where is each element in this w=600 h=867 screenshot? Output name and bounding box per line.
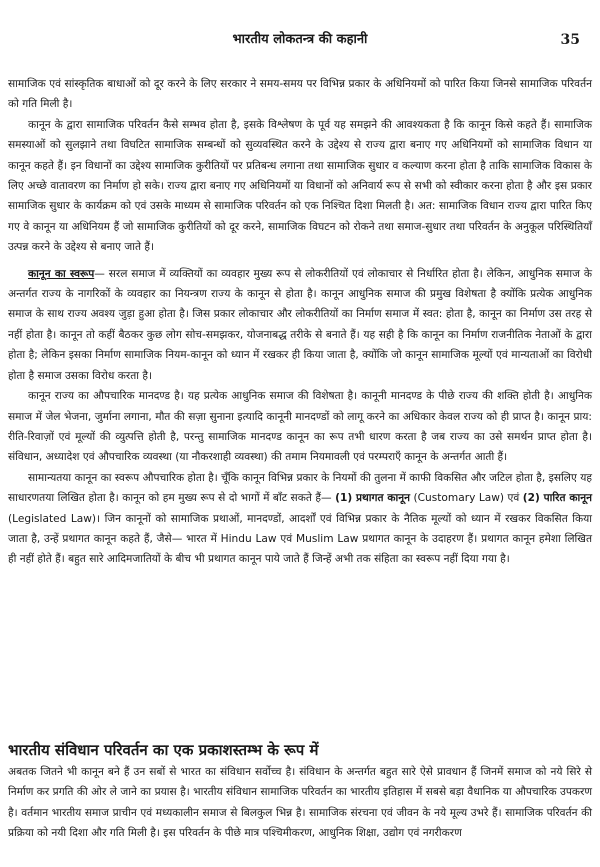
paragraph-3-heading: कानून का स्वरूप [28, 267, 95, 280]
paragraph-3-text: — सरल समाज में व्यक्तियों का व्यवहार मुख्य रूप से लोकरीतियों एवं लोकाचार से निर्धारित होता है। लेकिन, आधुनिक समाज के अन्तर्गत राज्य के नागरिकों के व्यवहार का नियन्त्रण राज्य के कानून से होता है। कानून आधुनिक समाज की प्रमुख विशेषता है क्योंकि प्रत्येक आधुनिक समाज के साथ राज्य अवश्य जुड़ा हुआ होता है। जिस प्रकार लोकाचार और लोकरीतियों का निर्माण समाज में स्वत: होता है, कानून का निर्माण उस तरह से नहीं होता है। कानून तो कहीं बैठकर कुछ लोग सोच-समझकर, योजनाबद्ध तरीके से बनाते हैं। यह सही है कि कानून का निर्माण राजनीतिक नेताओं के द्वारा होता है; लेकिन इसका निर्माण सामाजिक नियम-कानून को ध्यान में रखकर ही किया जाता है, क्योंकि जो कानून सामाजिक मूल्यों एवं मान्यताओं का विरोधी होता है समाज उसका विरोध करता है। [8, 267, 593, 382]
customary-law-english: (Customary Law) एवं [410, 492, 523, 505]
paragraph-1: सामाजिक एवं सांस्कृतिक बाधाओं को दूर करने के लिए सरकार ने समय-समय पर विभिन्न प्रकार के अधिनियमों को पारित किया जिनसे सामाजिक परिवर्तन को गति मिली है। [8, 78, 592, 111]
customary-law-label: (1) प्रथागत कानून [335, 492, 410, 505]
legislated-law-english: (Legislated Law)। [8, 512, 105, 525]
paragraph-4: कानून राज्य का औपचारिक मानदण्ड है। यह प्रत्येक आधुनिक समाज की विशेषता है। कानूनी मानदण्ड के पीछे राज्य की शक्ति होती है। आधुनिक समाज में जेल भेजना, जुर्माना लगाना, मौत की सज़ा सुनाना इत्यादि कानूनी मानदण्डों को लागू करने का अधिकार केवल राज्य को ही प्राप्त है। कानून प्राय: रीति-रिवाज़ों एवं मूल्यों की व्युत्पत्ति होती है, परन्तु सामाजिक मानदण्ड कानून का रूप तभी धारण करता है जब राज्य का उसे समर्थन प्राप्त होता है। संविधान, अध्यादेश एवं औपचारिक व्यवस्था (या नौकरशाही व्यवस्था) की तमाम नियमावली एवं परम्पराएँ कानून के अन्तर्गत आती हैं। [8, 390, 592, 464]
paragraph-5 [8, 468, 592, 570]
paragraph-5-part2: जिन कानूनों को सामाजिक प्रथाओं, मानदण्डों, आदर्शों एवं विभिन्न प्रकार के नैतिक मूल्यों को ध्यान में रखकर विकसित किया जाता है, उन्हें प्रथागत कानून कहते हैं, जैसे— भारत में Hindu Law एवं Muslim Law प्रथागत कानून के उदाहरण हैं। प्रथागत कानून हमेशा लिखित ही नहीं होते हैं। बहुत सारे आदिमजातियों के बीच भी प्रथागत कानून पाये जाते हैं जिन्हें अभी तक संहिता का स्वरूप नहीं दिया गया है। [8, 512, 592, 566]
page-number: 35 [560, 32, 580, 48]
running-title: भारतीय लोकतन्त्र की कहानी [232, 32, 368, 47]
paragraph-5-part1: सामान्यतया कानून का स्वरूप औपचारिक होता है। चूँकि कानून विभिन्न प्रकार के नियमों की तुलना में काफी विकसित और जटिल होता है, इसलिए यह साधारणतया लिखित होता है। कानून को हम मुख्य रूप से दो भागों में बाँट सकते हैं— [8, 471, 592, 505]
legislated-law-label: (2) पारित कानून [522, 492, 592, 505]
section-heading: भारतीय संविधान परिवर्तन का एक प्रकाशस्तम्भ के रूप में [8, 741, 319, 759]
body-text [8, 74, 592, 570]
section-body [8, 762, 592, 844]
paragraph-3 [8, 264, 592, 386]
paragraph-2: कानून के द्वारा सामाजिक परिवर्तन कैसे सम्भव होता है, इसके विश्लेषण के पूर्व यह समझने की आवश्यकता है कि कानून किसे कहते हैं। सामाजिक समस्याओं को सुलझाने तथा विघटित सामाजिक सम्बन्धों को सुव्यवस्थित करने के उद्देश्य से राज्य द्वारा बनाए गए अधिनियमों को सामाजिक विधान या कानून कहते हैं। इन विधानों का उद्देश्य सामाजिक कुरीतियों पर प्रतिबन्ध लगाना तथा सामाजिक सुधार व कल्याण करना होता है ताकि सामाजिक विकास के लिए अच्छे वातावरण का निर्माण हो सके। राज्य द्वारा बनाए गए अधिनियमों या विधानों को अनिवार्य रूप से सभी को स्वीकार करना होता है और इस प्रकार सामाजिक सुधार के कार्यक्रम को एवं उसके माध्यम से सामाजिक परिवर्तन को एक निश्चित दिशा मिलती है। अत: सामाजिक विधान राज्य द्वारा पारित किए गए वे कानून या अधिनियम हैं जो सामाजिक कुरीतियों को दूर करने, सामाजिक विघटन को रोकने तथा समाज-सुधार तथा परिवर्तन के अनुकूल परिस्थितियाँ उत्पन्न करने के उद्देश्य से बनाए जाते हैं। [8, 118, 592, 254]
section-paragraph: अबतक जितने भी कानून बने हैं उन सबों से भारत का संविधान सर्वोच्च है। संविधान के अन्तर्गत बहुत सारे ऐसे प्रावधान हैं जिनमें समाज को नये सिरे से निर्माण कर प्रगति की ओर ले जाने का प्रयास है। भारतीय संविधान सामाजिक परिवर्तन का भारतीय इतिहास में सबसे बड़ा वैधानिक या औपचारिक उपकरण है। वर्तमान भारतीय समाज प्राचीन एवं मध्यकालीन समाज से बिलकुल भिन्न है। सामाजिक संरचना एवं जीवन के नये मूल्य उभरे हैं। सामाजिक परिवर्तन की प्रक्रिया को नयी दिशा और गति मिली है। इस परिवर्तन के पीछे मात्र पश्चिमीकरण, आधुनिक शिक्षा, उद्योग एवं नगरीकरण [8, 766, 592, 840]
page-header [0, 30, 600, 50]
